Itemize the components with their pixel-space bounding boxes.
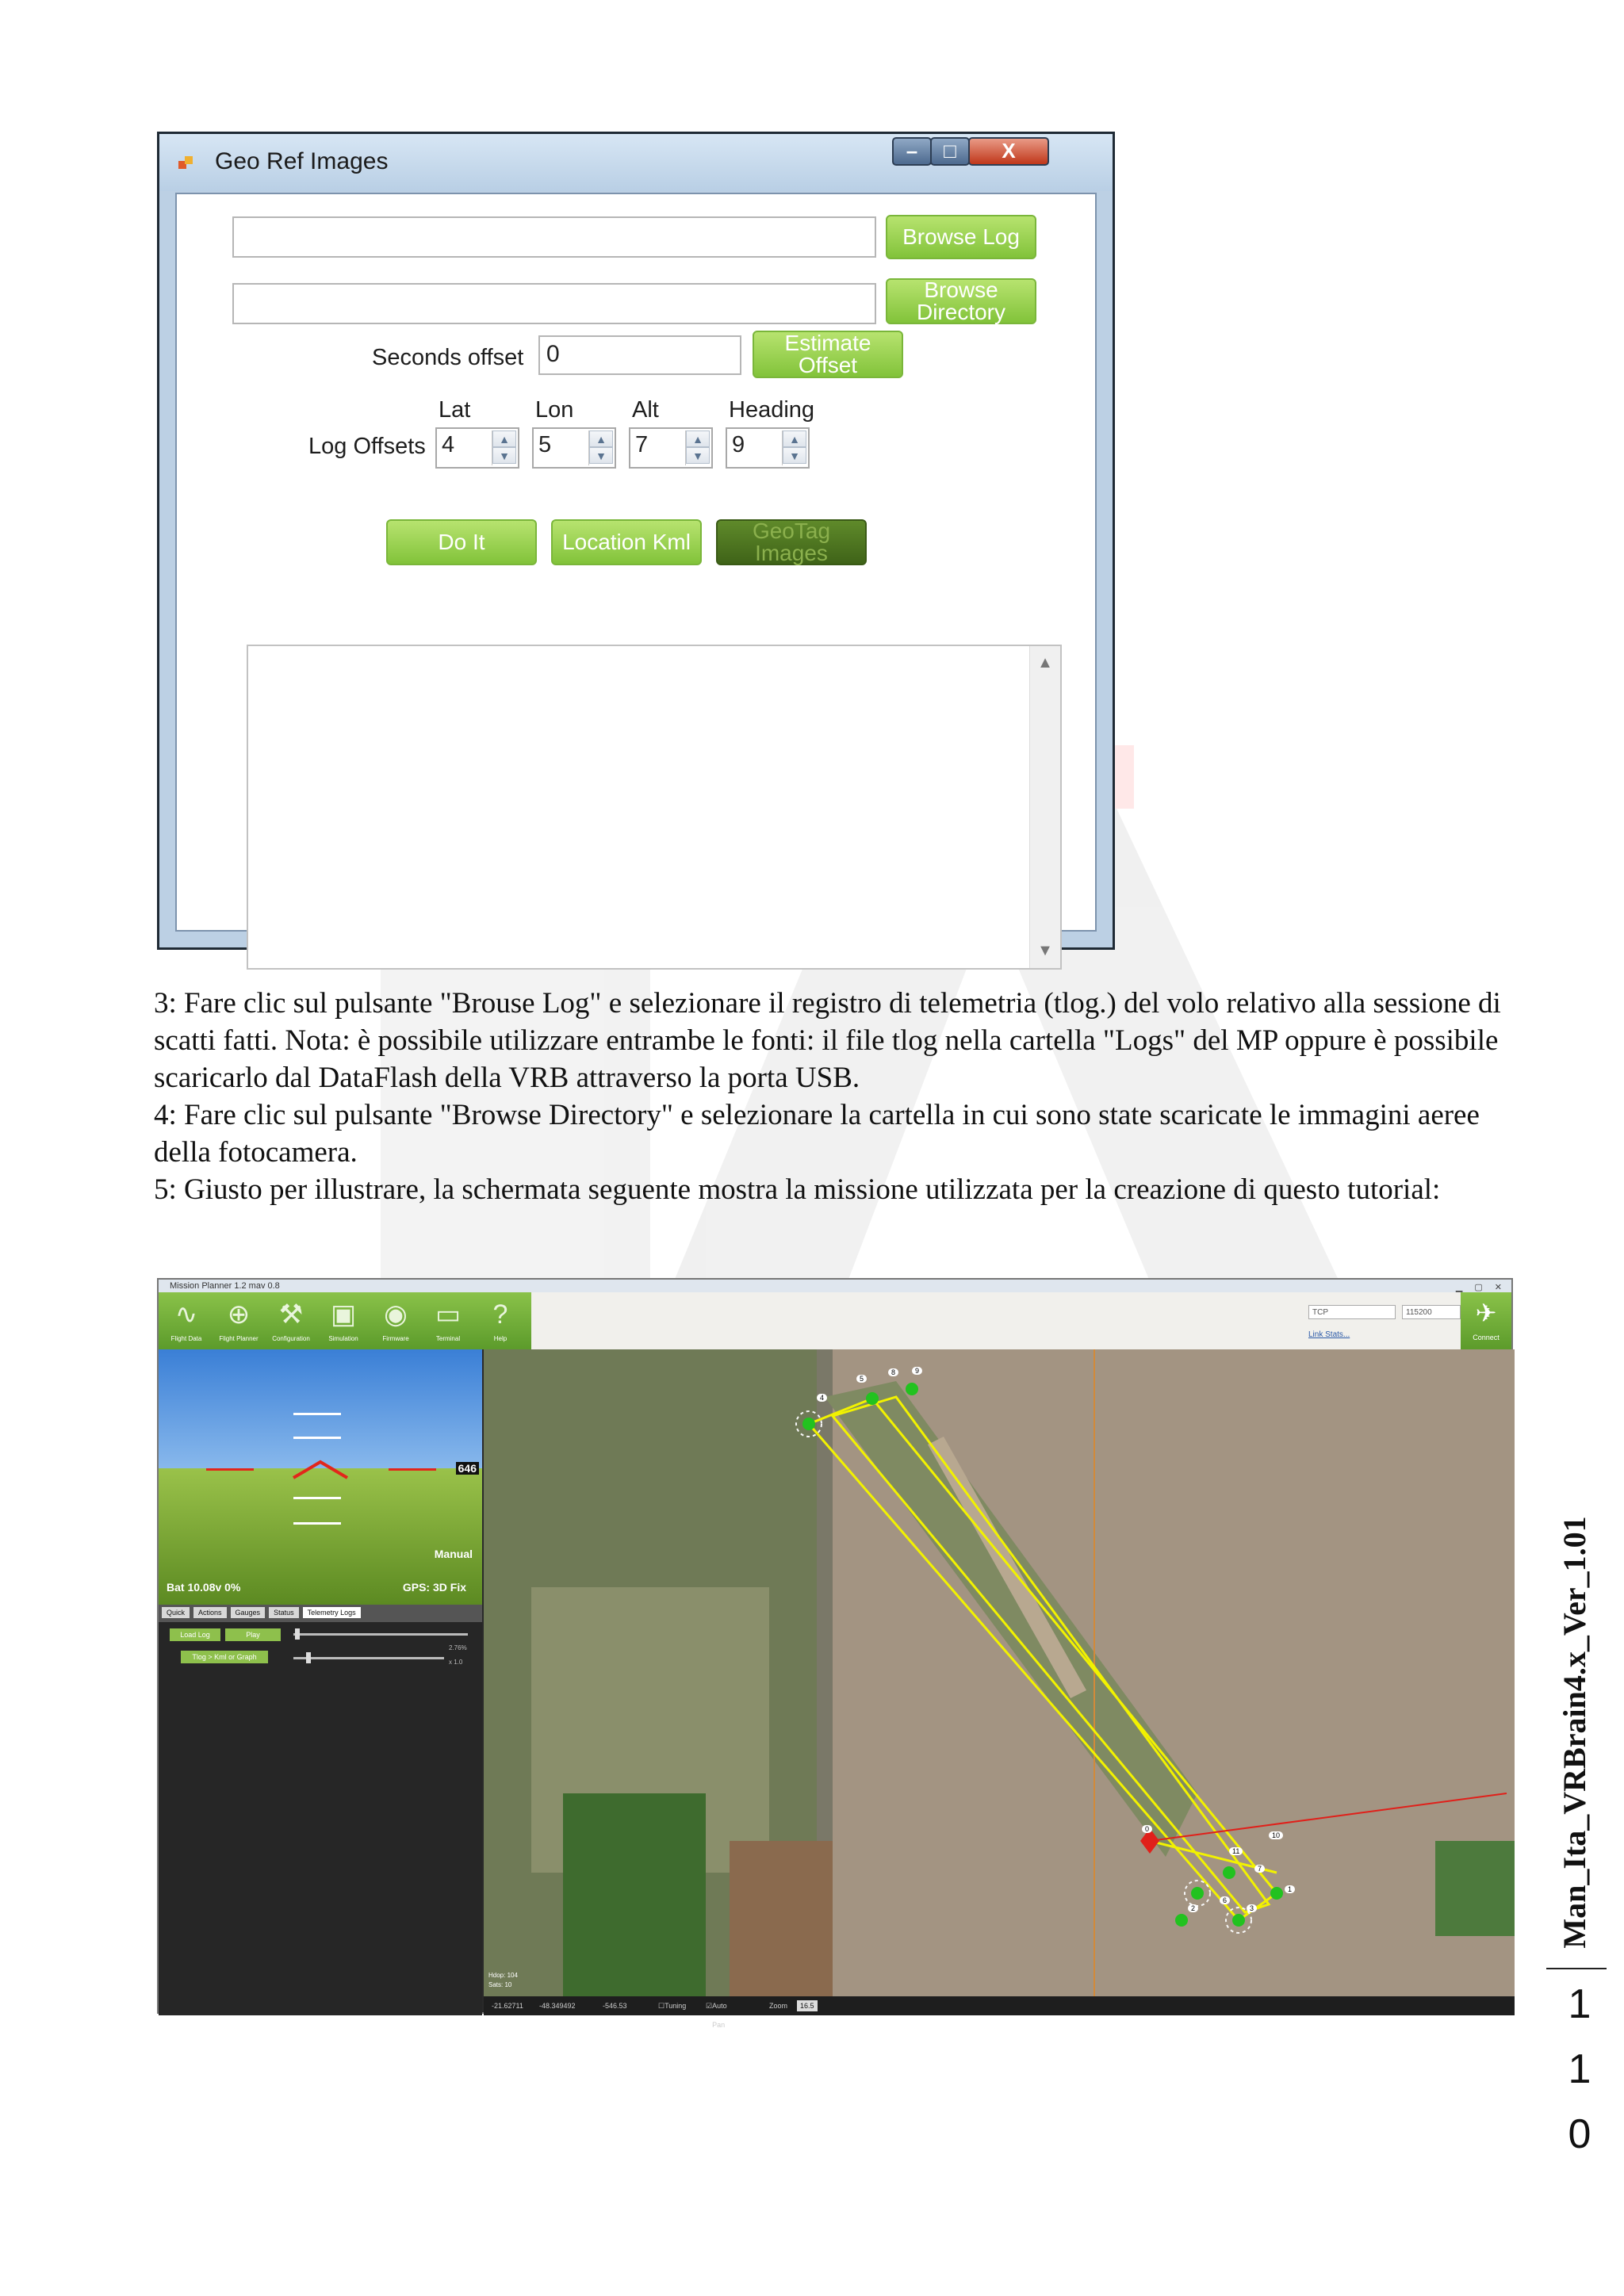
dialog-body (175, 193, 1097, 959)
hud-horizon-marker (389, 1468, 436, 1471)
estimate-offset-button[interactable]: Estimate Offset (753, 331, 903, 378)
firmware-icon: ◉ (384, 1299, 408, 1330)
help-icon: ? (492, 1299, 508, 1330)
hud-sky (159, 1349, 482, 1468)
status-alt: -546.53 (603, 2002, 627, 2010)
menu-terminal[interactable]: ▭ Terminal (423, 1294, 473, 1348)
geo-ref-images-window (157, 132, 1115, 959)
browse-log-button[interactable]: Browse Log (886, 215, 1036, 259)
tab-telemetry-logs[interactable]: Telemetry Logs (303, 1607, 361, 1618)
heading-offset-stepper[interactable] (726, 427, 810, 469)
pulse-icon: ∿ (174, 1299, 198, 1330)
increment-arrow-icon[interactable]: ▲ (492, 430, 516, 447)
tab-gauges[interactable]: Gauges (231, 1607, 266, 1618)
playback-speed-slider[interactable] (293, 1657, 444, 1659)
directory-path-input[interactable] (232, 283, 876, 324)
location-kml-button[interactable]: Location Kml (551, 519, 702, 565)
tlog-kml-graph-button[interactable]: Tlog > Kml or Graph (181, 1651, 268, 1663)
satellite-map[interactable] (484, 1349, 1515, 1996)
link-stats-link[interactable]: Link Stats... (1308, 1330, 1350, 1339)
crosshair-icon: ⊕ (227, 1299, 251, 1330)
decrement-arrow-icon[interactable]: ▼ (589, 447, 613, 464)
close-icon: X (1002, 139, 1016, 163)
speed-percent: 2.76% (449, 1644, 467, 1651)
increment-arrow-icon[interactable]: ▲ (783, 430, 806, 447)
log-position-slider[interactable] (293, 1633, 468, 1636)
slider-knob[interactable] (306, 1652, 311, 1663)
zoom-label: Zoom (769, 2002, 788, 2010)
menu-simulation[interactable]: ▣ Simulation (319, 1294, 368, 1348)
scrollbar[interactable] (1029, 646, 1060, 968)
decrement-arrow-icon[interactable]: ▼ (686, 447, 710, 464)
waypoint-label-0[interactable]: 0 (1142, 1825, 1152, 1833)
artificial-horizon-hud (159, 1349, 482, 1605)
menu-help[interactable]: ? Help (476, 1294, 525, 1348)
menu-flight-planner[interactable]: ⊕ Flight Planner (214, 1294, 263, 1348)
simulation-icon: ▣ (330, 1299, 357, 1330)
checkbox-auto-pan[interactable]: ☑ Auto Pan (706, 2002, 727, 2029)
document-id: Man_Ita_VRBrain4.x_Ver_1.01 (1557, 1516, 1592, 1949)
plug-icon: ✈ (1475, 1299, 1497, 1327)
waypoint-label-8[interactable]: 8 (888, 1368, 898, 1376)
map-sats: Sats: 10 (488, 1981, 512, 1988)
hud-gps: GPS: 3D Fix (402, 1581, 466, 1594)
page-number-digit-2: 1 (1568, 2046, 1591, 2092)
waypoint-label-3[interactable]: 3 (1247, 1904, 1257, 1912)
mp-status-bar (484, 1996, 1515, 2029)
output-log-textarea[interactable] (247, 645, 1062, 970)
log-path-input[interactable] (232, 216, 876, 258)
map-hdop: Hdop: 104 (488, 1972, 518, 1979)
lat-label: Lat (439, 397, 471, 423)
zoom-input[interactable]: 16.5 (797, 2000, 818, 2011)
tab-status[interactable]: Status (269, 1607, 299, 1618)
speed-multiplier: x 1.0 (449, 1659, 463, 1666)
app-icon (178, 156, 194, 172)
minimize-icon: – (906, 139, 918, 163)
close-button[interactable] (968, 137, 1049, 166)
mp-window-controls: ▁ ▢ ✕ (1455, 1283, 1507, 1292)
paragraph-step-3: 3: Fare clic sul pulsante "Brouse Log" e selezionare il registro di telemetria (tlog.) del volo relativo alla sessione di scatti fatti. Nota: è possibile utilizzare entrambe le fonti: il file tlog nella cartella "Logs" del MP oppure è possibile scaricarlo dal DataFlash della VRB attraverso la porta USB. (154, 987, 1501, 1094)
page-number-digit-1: 1 (1568, 1981, 1591, 2027)
do-it-button[interactable]: Do It (386, 519, 537, 565)
mp-tabs (159, 1605, 482, 1622)
waypoint-label-1[interactable]: 1 (1285, 1885, 1295, 1893)
waypoint-label-10[interactable]: 10 (1269, 1831, 1283, 1839)
waypoint-label-7[interactable]: 7 (1254, 1865, 1265, 1873)
alt-offset-stepper[interactable] (629, 427, 713, 469)
waypoint-label-5[interactable]: 5 (856, 1375, 867, 1383)
wrench-icon: ⚒ (278, 1299, 304, 1330)
tab-actions[interactable]: Actions (193, 1607, 227, 1618)
paragraph-step-4: 4: Fare clic sul pulsante "Browse Directory" e selezionare la cartella in cui sono state scaricate le immagini aeree della fotocamera. (154, 1099, 1480, 1169)
port-select[interactable]: TCP (1308, 1305, 1396, 1319)
baud-select[interactable]: 115200 (1402, 1305, 1461, 1319)
lat-offset-stepper[interactable] (435, 427, 519, 469)
maximize-icon: □ (944, 139, 956, 163)
alt-label: Alt (632, 397, 659, 423)
status-lng: -48.349492 (539, 2002, 576, 2010)
checkbox-tuning[interactable]: ☐ Tuning (658, 2002, 687, 2010)
window-title: Geo Ref Images (215, 148, 389, 174)
terminal-icon: ▭ (435, 1299, 462, 1330)
seconds-offset-input[interactable]: 0 (538, 335, 741, 375)
load-log-button[interactable]: Load Log (170, 1628, 220, 1641)
hud-mode: Manual (434, 1548, 473, 1560)
hud-horizon-marker (206, 1468, 254, 1471)
lon-label: Lon (535, 397, 574, 423)
paragraph-step-5: 5: Giusto per illustrare, la schermata seguente mostra la missione utilizzata per la creazione di questo tutorial: (154, 1173, 1441, 1206)
lon-offset-value: 5 (538, 432, 552, 457)
waypoint-label-9[interactable]: 9 (912, 1367, 922, 1375)
alt-offset-value: 7 (635, 432, 649, 457)
map-canvas (484, 1349, 1515, 1996)
decrement-arrow-icon[interactable]: ▼ (492, 447, 516, 464)
menu-firmware[interactable]: ◉ Firmware (371, 1294, 420, 1348)
waypoint-label-6[interactable]: 6 (1220, 1896, 1230, 1904)
status-lat: -21.62711 (492, 2002, 523, 2010)
tab-quick[interactable]: Quick (162, 1607, 190, 1618)
mp-window-title: Mission Planner 1.2 mav 0.8 (170, 1281, 280, 1291)
lon-offset-stepper[interactable] (532, 427, 616, 469)
heading-offset-value: 9 (732, 432, 745, 457)
browse-directory-button[interactable]: Browse Directory (886, 278, 1036, 324)
mp-menu-bar (159, 1292, 1511, 1349)
hud-pitch-line (293, 1437, 341, 1439)
window-titlebar (159, 134, 1113, 191)
waypoint-label-4[interactable]: 4 (817, 1394, 827, 1402)
increment-arrow-icon[interactable]: ▲ (686, 430, 710, 447)
increment-arrow-icon[interactable]: ▲ (589, 430, 613, 447)
scroll-up-icon[interactable]: ▲ (1037, 654, 1053, 672)
hud-battery: Bat 10.08v 0% (167, 1581, 241, 1594)
connect-button[interactable]: ✈ Connect (1461, 1292, 1511, 1349)
telemetry-logs-panel (159, 1622, 482, 2015)
menu-flight-data[interactable]: ∿ Flight Data (162, 1294, 211, 1348)
slider-knob[interactable] (295, 1628, 300, 1640)
seconds-offset-label: Seconds offset (372, 345, 524, 370)
decrement-arrow-icon[interactable]: ▼ (783, 447, 806, 464)
play-button[interactable]: Play (225, 1628, 281, 1641)
geotag-images-button[interactable]: GeoTag Images (716, 519, 867, 565)
log-offsets-label: Log Offsets (308, 434, 426, 459)
menu-configuration[interactable]: ⚒ Configuration (266, 1294, 316, 1348)
lat-offset-value: 4 (442, 432, 455, 457)
hud-pitch-line (293, 1413, 341, 1415)
hud-altitude: 646 (456, 1462, 479, 1475)
document-id-side (1551, 1510, 1599, 1954)
heading-label: Heading (729, 397, 815, 423)
page-number-digit-3: 0 (1568, 2111, 1591, 2157)
hud-pitch-line (293, 1497, 341, 1499)
hud-aircraft-symbol-icon (292, 1459, 349, 1479)
waypoint-label-2[interactable]: 2 (1188, 1904, 1198, 1912)
mp-titlebar (159, 1280, 1511, 1292)
maximize-button[interactable] (930, 137, 970, 166)
scroll-down-icon[interactable]: ▼ (1037, 942, 1053, 959)
waypoint-label-11[interactable]: 11 (1229, 1847, 1243, 1855)
hud-pitch-line (293, 1522, 341, 1525)
mission-planner-screenshot (157, 1278, 1513, 2029)
minimize-button[interactable] (892, 137, 932, 166)
footer-divider (1546, 1968, 1607, 1969)
